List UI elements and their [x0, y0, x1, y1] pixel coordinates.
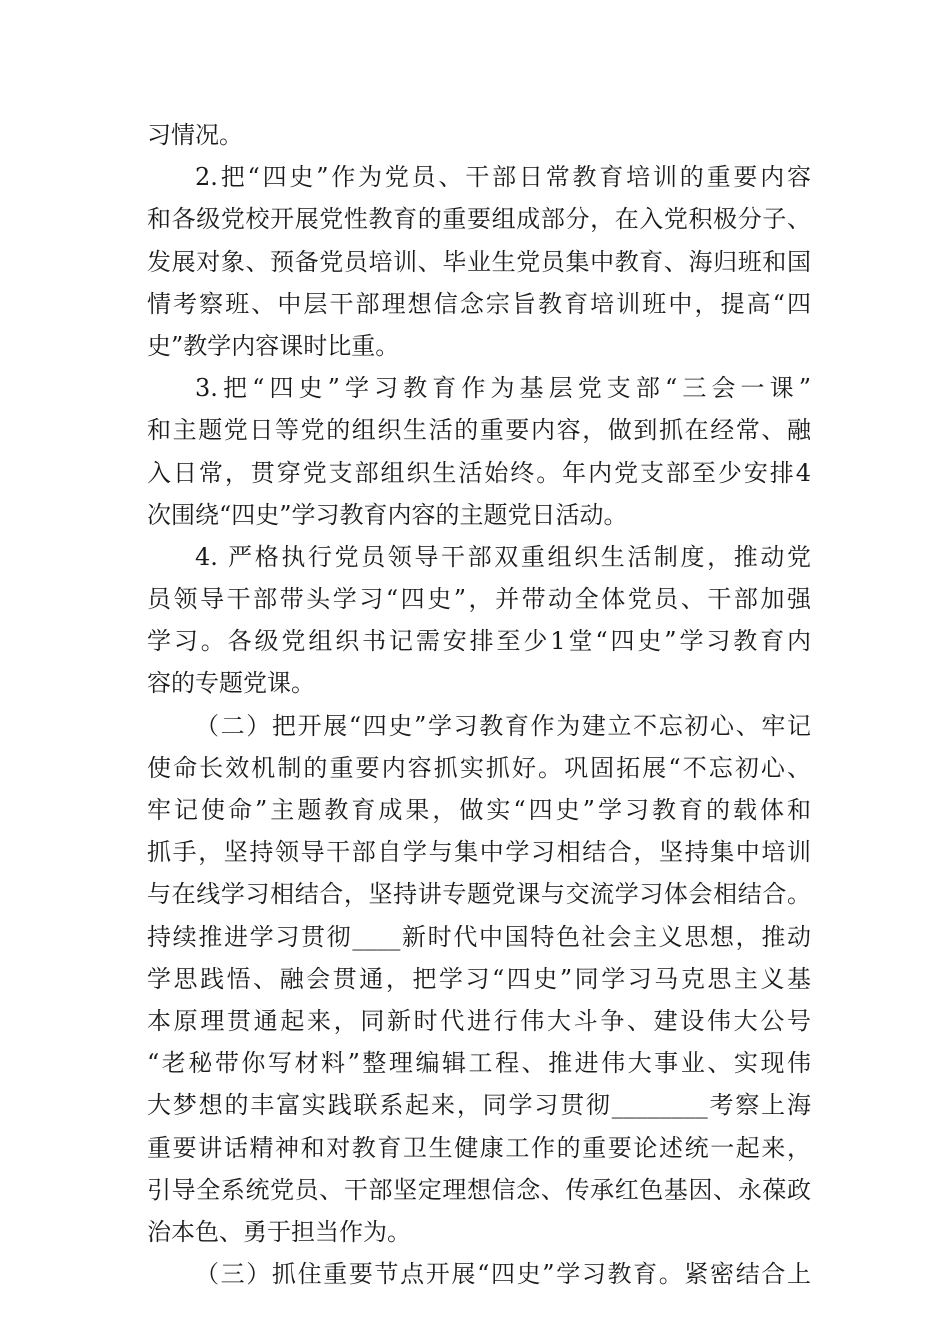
- text-line: 学思践悟、融会贯通，把学习“四史”同学习马克思主义基: [147, 964, 811, 993]
- text-line: “老秘带你写材料”整理编辑工程、推进伟大事业、实现伟: [147, 1049, 811, 1078]
- text-line: 本原理贯通起来，同新时代进行伟大斗争、建设伟大公号: [147, 1006, 811, 1035]
- text-line: （二）把开展“四史”学习教育作为建立不忘初心、牢记: [195, 711, 811, 740]
- text-line: 2.把“四史”作为党员、干部日常教育培训的重要内容: [195, 163, 811, 192]
- text-line: 情考察班、中层干部理想信念宗旨教育培训班中，提高“四: [147, 289, 811, 318]
- text-line: 员领导干部带头学习“四史”，并带动全体党员、干部加强: [147, 585, 811, 614]
- text-line: 次围绕“四史”学习教育内容的主题党日活动。: [147, 500, 628, 529]
- text-line: 3.把“四史”学习教育作为基层党支部“三会一课”: [195, 374, 811, 403]
- text-line: （三）抓住重要节点开展“四史”学习教育。紧密结合上: [195, 1260, 811, 1289]
- text-line: 引导全系统党员、干部坚定理想信念、传承红色基因、永葆政: [147, 1175, 811, 1204]
- text-line: 重要讲话精神和对教育卫生健康工作的重要论述统一起来，: [147, 1133, 811, 1162]
- text-line: 史”教学内容课时比重。: [147, 331, 400, 360]
- text-line: 习情况。: [147, 121, 243, 149]
- text-line: 发展对象、预备党员培训、毕业生党员集中教育、海归班和国: [147, 247, 811, 276]
- text-line: 持续推进学习贯彻____新时代中国特色社会主义思想，推动: [147, 922, 811, 951]
- text-line: 学习。各级党组织书记需安排至少1堂“四史”学习教育内: [147, 627, 811, 656]
- text-line: 牢记使命”主题教育成果，做实“四史”学习教育的载体和: [147, 796, 811, 824]
- text-line: 入日常，贯穿党支部组织生活始终。年内党支部至少安排4: [147, 458, 811, 487]
- text-line: 使命长效机制的重要内容抓实抓好。巩固拓展“不忘初心、: [147, 753, 811, 782]
- text-line: 4. 严格执行党员领导干部双重组织生活制度，推动党: [195, 542, 811, 571]
- text-line: 治本色、勇于担当作为。: [147, 1217, 411, 1246]
- text-line: 抓手，坚持领导干部自学与集中学习相结合，坚持集中培训: [147, 838, 811, 867]
- text-line: 和主题党日等党的组织生活的重要内容，做到抓在经常、融: [147, 416, 811, 445]
- document-body: [147, 114, 811, 1295]
- text-line: 容的专题党课。: [147, 669, 315, 698]
- text-line: 大梦想的丰富实践联系起来，同学习贯彻________考察上海: [147, 1091, 811, 1120]
- text-line: 和各级党校开展党性教育的重要组成部分，在入党积极分子、: [147, 205, 811, 234]
- text-line: 与在线学习相结合，坚持讲专题党课与交流学习体会相结合。: [147, 880, 811, 909]
